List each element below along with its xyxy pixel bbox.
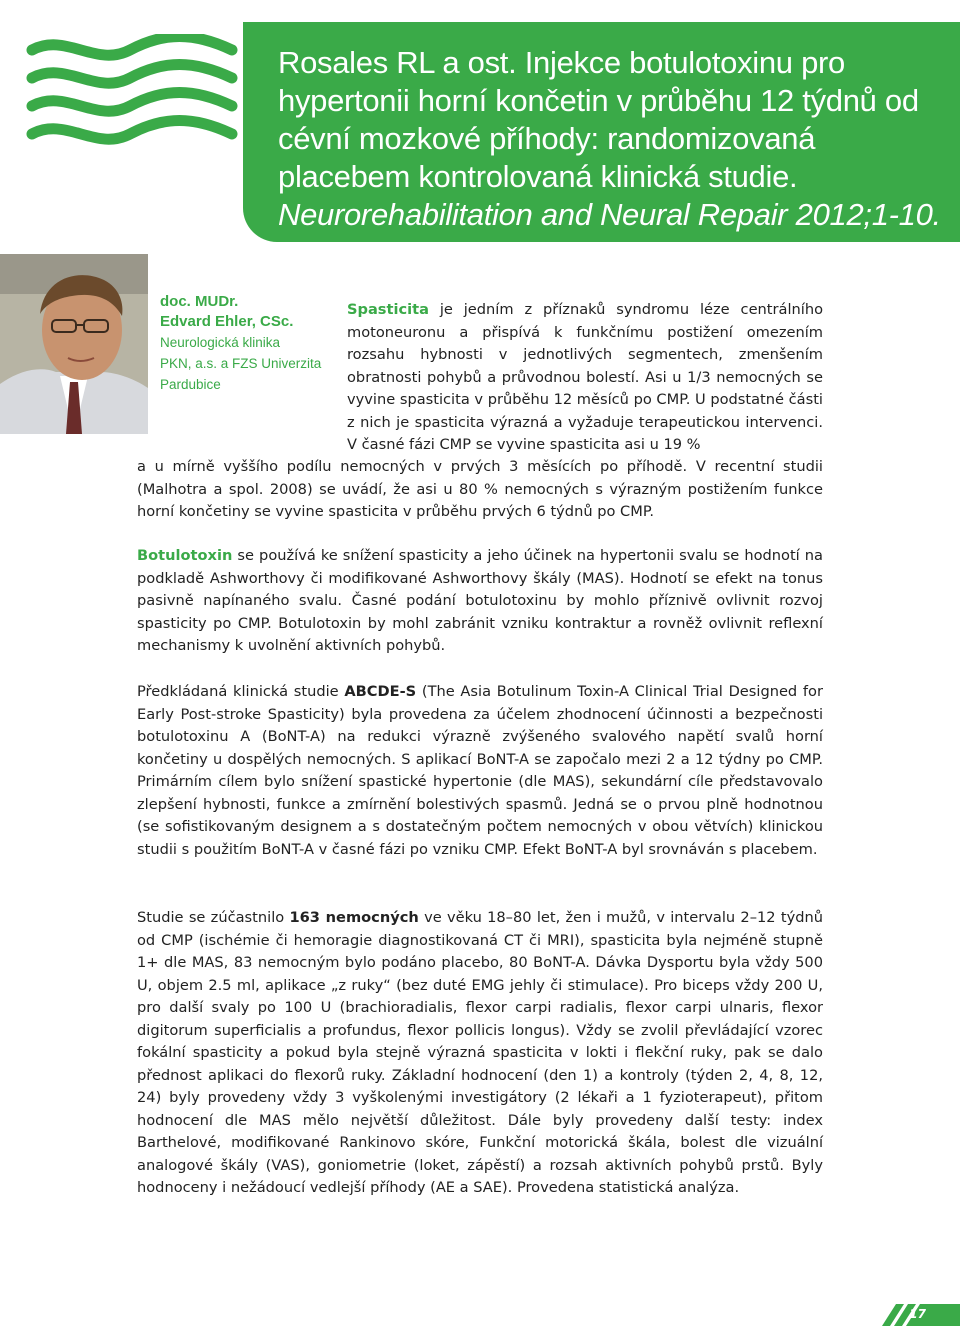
paragraph-text: ve věku 18–80 let, žen i mužů, v intervalu 2–12 týdnů od CMP (ischémie či hemoragie diagnostikovaná CT či MRI), spasticita byla nejméně stupně 1+ dle MAS, 83 nemocným bylo podáno placebo, 80 BoNT-A. Dávka Dysportu byla vždy 500 U, objem 2.5 ml, aplikace „z ruky“ (bez duté EMG jehly či stimulace). Pro biceps vždy 200 U, pro další svaly po 100 U (brachioradialis, flexor carpi radialis, flexor carpi ulnaris, flexor digitorum superficialis a profundus, flexor pollicis longus). Vždy se zvolil převládající vzorec fokální spasticity a pokud byla stejně výrazná spasticita v lokti i flekční ruky, pak se dalo přednost aplikaci do flexorů ruky. Základní hodnocení (den 1) a kontroly (týden 2, 4, 8, 12, 24) byly provedeny vždy 3 vyškolenými investigátory (2 lékaři a 1 fyzioterapeut), přitom hodnocení dle MAS mělo největší důležitost. Dále byly provedeny další testy: index Barthelové, modifikované Rankinovo skóre, Funkční motorická škála, bolest dle vizuální analogové škály (VAS), goniometrie (loket, zápěstí) a rozsah aktivních pohybů prstů. Byly hodnoceny i nežádoucí vedlejší příhody (AE a SAE). Provedena statistická analýza. [137,909,823,1196]
author-info [160,292,340,395]
paragraph-study-design [137,681,823,861]
lead-term-botulotoxin: Botulotoxin [137,547,233,564]
paragraph-text: Předkládaná klinická studie [137,683,345,700]
lead-term-spasticity: Spasticita [347,301,429,318]
author-affiliation-2: PKN, a.s. a FZS Univerzita [160,356,322,371]
author-photo [0,254,148,434]
article-title [278,44,948,234]
paragraph-spasticity-continued [137,456,823,524]
paragraph-text: se používá ke snížení spasticity a jeho účinek na hypertonii svalu se hodnotí na podkladě Ashworthovy či modifikované Ashworthovy škály (MAS). Hodnotí se efekt na tonus pasivně napínaného svalu. Časné podání botulotoxinu by mohlo příznivě ovlivnit rozvoj spasticity po CMP. Botulotoxin by mohl zabránit vzniku kontraktur a rovněž ovlivnit reflexní mechanismy k uvolnění aktivních pohybů. [137,547,823,654]
article-title-text: Rosales RL a ost. Injekce botulotoxinu pro hypertonii horní končetin v průběhu 12 týdnů od cévní mozkové příhody: randomizovaná placebem kontrolovaná klinická studie. [278,45,919,194]
paragraph-text: (The Asia Botulinum Toxin-A Clinical Trial Designed for Early Post-stroke Spasticity) byla provedena za účelem zhodnocení účinnosti a bezpečnosti botulotoxinu A (BoNT-A) na redukci výrazně zvýšeného svalového napětí svalů horní končetiny u dospělých nemocných. S aplikací BoNT-A se započalo mezi 2 a 12 týdny po CMP. Primárním cílem bylo snížení spastické hypertonie (dle MAS), sekundární cíle představovalo zlepšení hybnosti, funkce a zmírnění bolestivých spasmů. Jedná se o prvou plně hodnotnou (se sofistikovaným designem a s dostatečným počtem nemocných v obou větvích) klinickou studii s použitím BoNT-A v časné fázi po vzniku CMP. Efekt BoNT-A byl srovnáván s placebem. [137,683,823,858]
patient-count: 163 nemocných [289,909,419,926]
paragraph-botulotoxin [137,545,823,658]
paragraph-text: je jedním z příznaků syndromu léze centrálního motoneuronu a přispívá k funkčnímu postižení omezením rozsahu hybnosti v jednotlivých segmentech, zmenšením obratnosti pohybů a průvodnou bolestí. Asi u 1/3 nemocných se vyvine spasticita v průběhu 12 měsíců po CMP. U podstatné části z nich je spasticita výrazná a vyžaduje terapeutickou intervenci. V časné fázi CMP se vyvine spasticita asi u 19 % [347,301,823,453]
author-affiliation-1: Neurologická klinika [160,335,281,350]
journal-citation: Neurorehabilitation and Neural Repair 2012;1-10. [278,197,941,232]
author-name: Edvard Ehler, CSc. [160,313,294,330]
paragraph-study-methods [137,907,823,1200]
paragraph-spasticity-intro [347,299,823,457]
study-name: ABCDE-S [344,683,417,700]
page-number: 17 [909,1307,926,1321]
waves-logo-icon [26,34,238,162]
author-degree: doc. MUDr. [160,293,239,310]
paragraph-text: Studie se zúčastnilo [137,909,290,926]
paragraph-text: a u mírně vyššího podílu nemocných v prvých 3 měsících po příhodě. V recentní studii (Malhotra a spol. 2008) se uvádí, že asi u 80 % nemocných s výrazným postižením funkce horní končetiny se vyvine spasticita v průběhu prvých 6 týdnů po CMP. [137,458,823,520]
author-affiliation-3: Pardubice [160,377,221,392]
